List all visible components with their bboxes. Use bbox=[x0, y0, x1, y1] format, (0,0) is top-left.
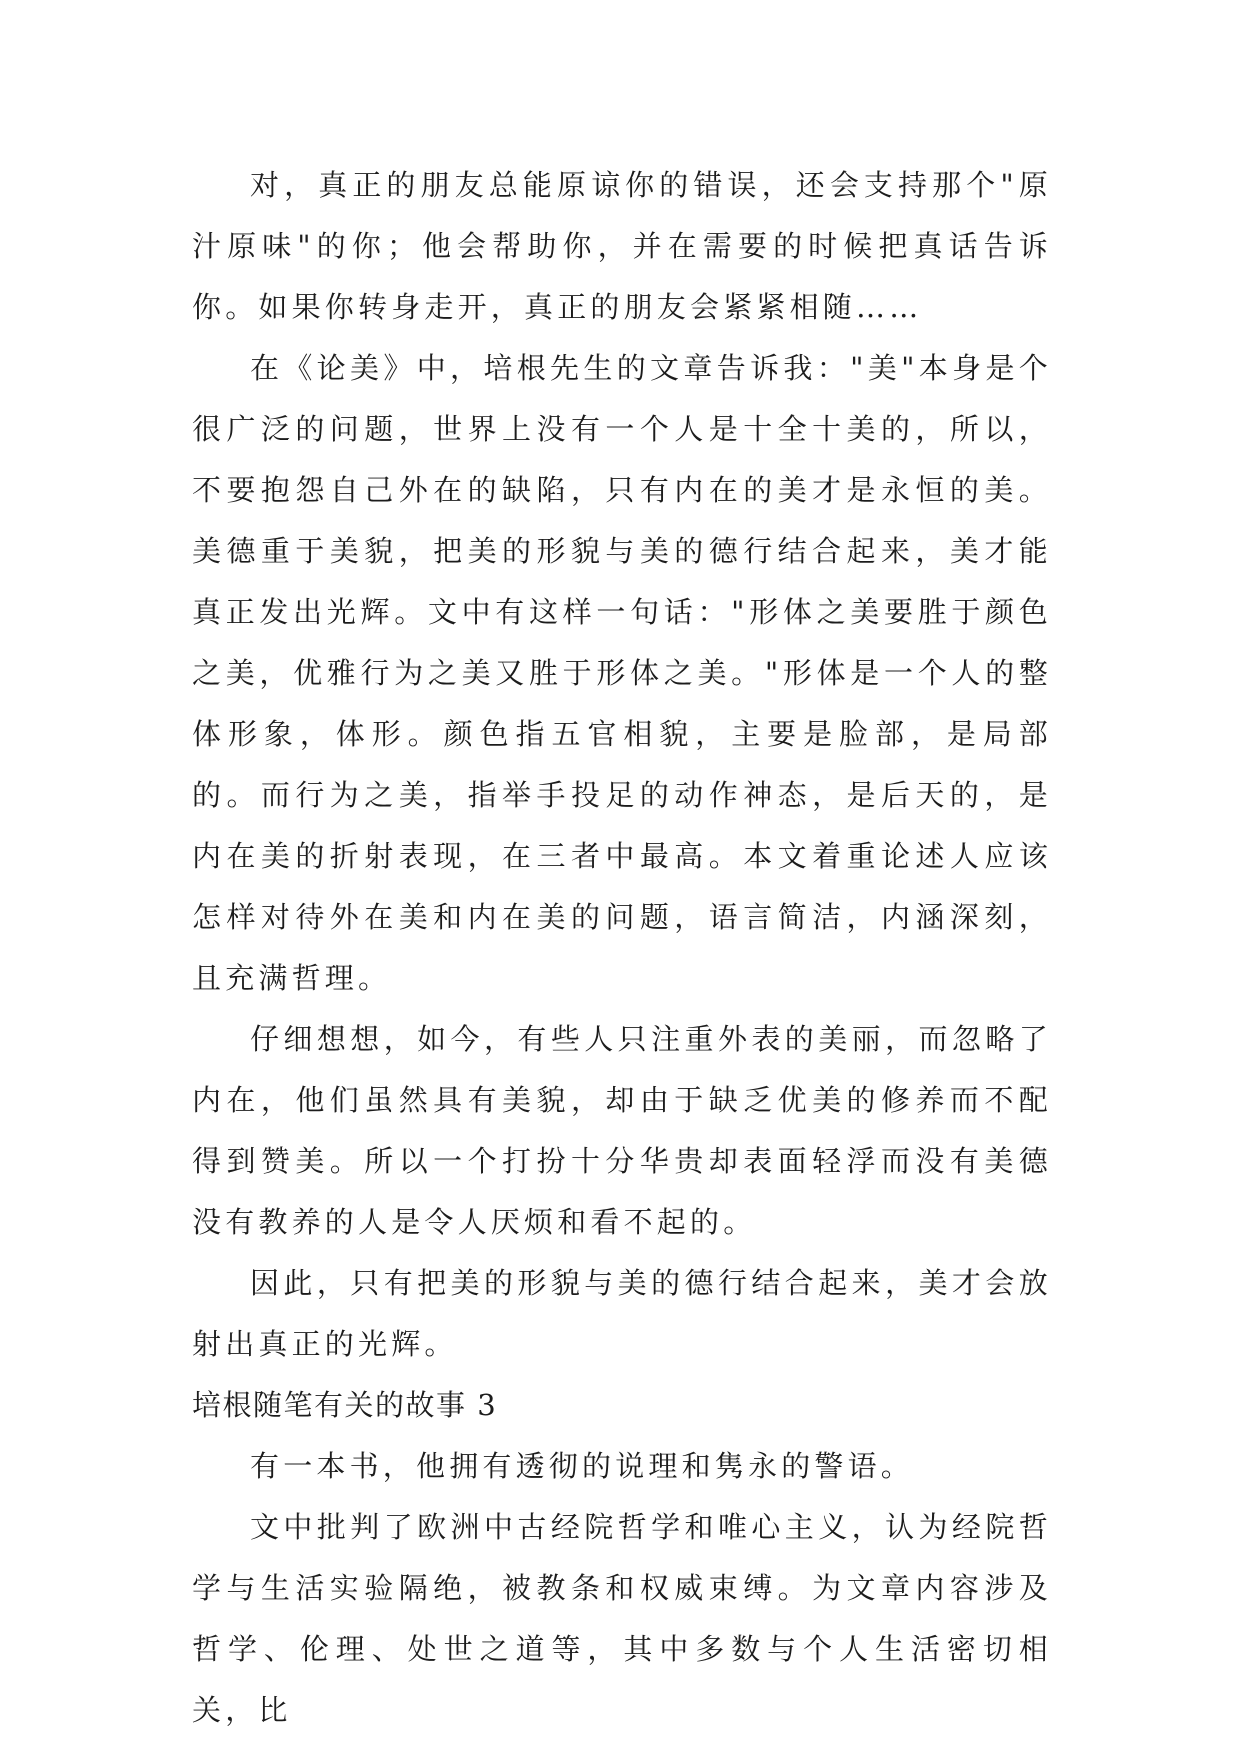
paragraph-scholasticism: 文中批判了欧洲中古经院哲学和唯心主义，认为经院哲学与生活实验隔绝，被教条和权威束缚。为文章内容涉及哲学、伦理、处世之道等，其中多数与个人生活密切相关，比 bbox=[192, 1510, 1052, 1727]
paragraph-true-friend: 对，真正的朋友总能原谅你的错误，还会支持那个"原汁原味"的你；他会帮助你，并在需要的时候把真话告诉你。如果你转身走开，真正的朋友会紧紧相随…… bbox=[192, 168, 1052, 324]
paragraph-reflection: 仔细想想，如今，有些人只注重外表的美丽，而忽略了内在，他们虽然具有美貌，却由于缺乏优美的修养而不配得到赞美。所以一个打扮十分华贵却表面轻浮而没有美德没有教养的人是令人厌烦和看不起的。 bbox=[192, 1022, 1052, 1239]
document-body bbox=[192, 155, 1052, 1741]
paragraph-on-beauty: 在《论美》中，培根先生的文章告诉我："美"本身是个很广泛的问题，世界上没有一个人是十全十美的，所以，不要抱怨自己外在的缺陷，只有内在的美才是永恒的美。美德重于美貌，把美的形貌与美的德行结合起来，美才能真正发出光辉。文中有这样一句话："形体之美要胜于颜色之美，优雅行为之美又胜于形体之美。"形体是一个人的整体形象，体形。颜色指五官相貌，主要是脸部，是局部的。而行为之美，指举手投足的动作神态，是后天的，是内在美的折射表现，在三者中最高。本文着重论述人应该怎样对待外在美和内在美的问题，语言简洁，内涵深刻，且充满哲理。 bbox=[192, 351, 1052, 995]
paragraph-conclusion: 因此，只有把美的形貌与美的德行结合起来，美才会放射出真正的光辉。 bbox=[192, 1266, 1052, 1361]
paragraph-book-intro: 有一本书，他拥有透彻的说理和隽永的警语。 bbox=[250, 1449, 915, 1483]
section-heading: 培根随笔有关的故事 3 bbox=[192, 1388, 498, 1422]
